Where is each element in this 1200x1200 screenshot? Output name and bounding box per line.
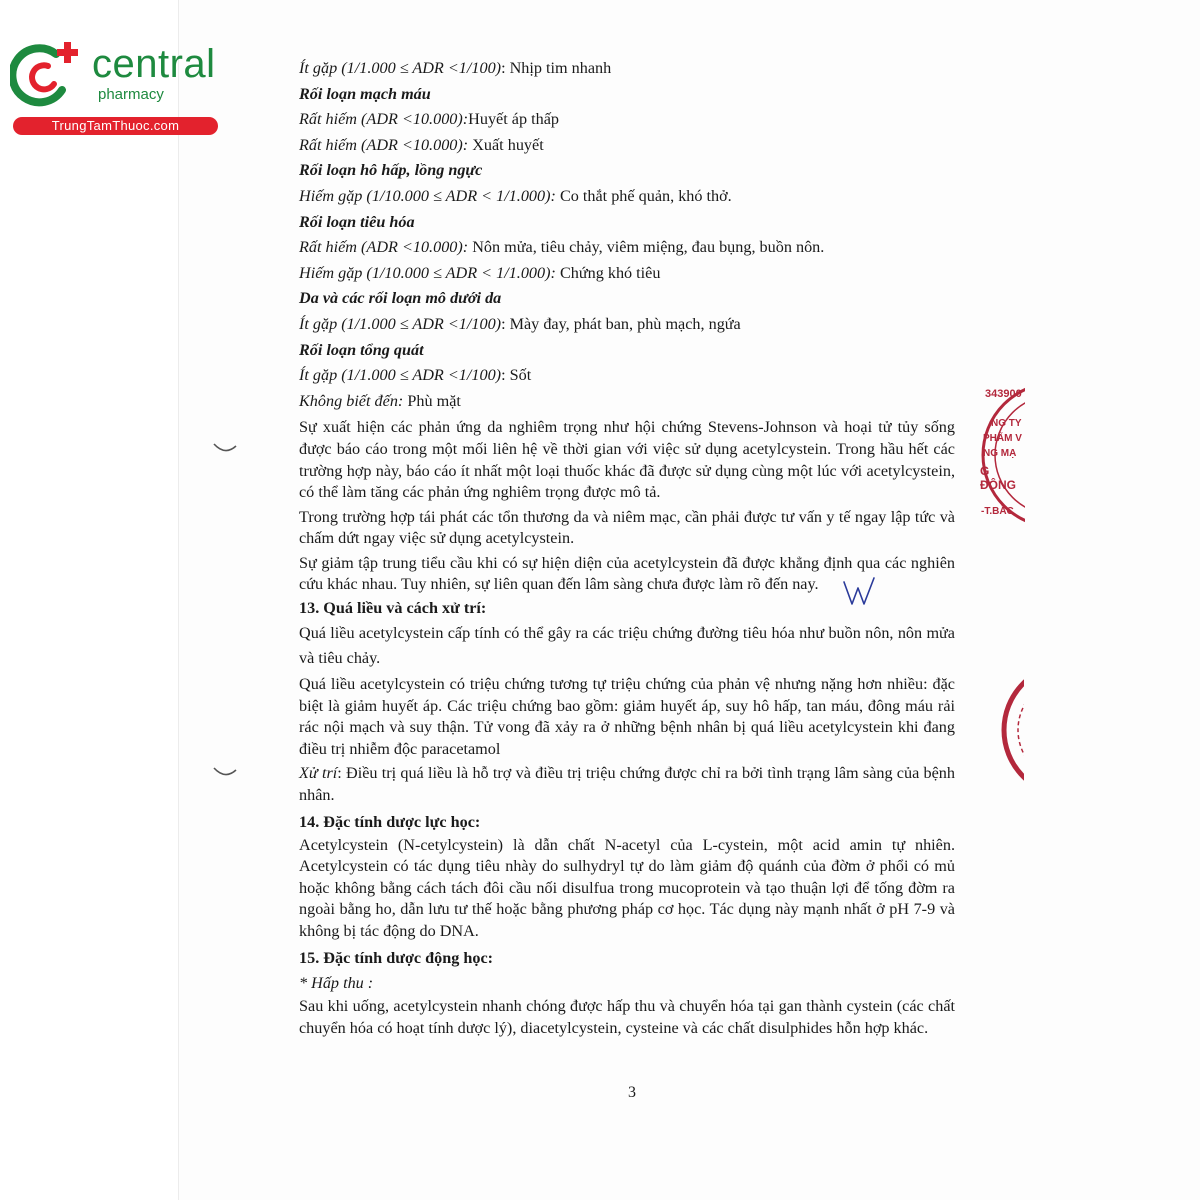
- paragraph: Sự xuất hiện các phản ứng da nghiêm trọng như hội chứng Stevens-Johnson và hoại tử tủy sống được báo cáo trong một mối liên hệ về thời gian với việc sử dụng acetylcystein. Trong hầu hết các trường hợp này, báo cáo ít nhất một loại thuốc khác đã được sử dụng cùng một lúc với acetylcystein, có thể làm tăng các phản ứng nghiêm trọng được mô tả.: [299, 418, 955, 502]
- logo-wordmark: central: [92, 42, 216, 86]
- adr-text: Huyết áp thấp: [468, 110, 559, 129]
- scan-margin: [0, 0, 178, 1200]
- document-body: [299, 56, 955, 1039]
- stamp-text: NG MẠ: [983, 448, 1017, 459]
- label-colon: :: [337, 764, 342, 783]
- seal-ring: [990, 660, 1024, 800]
- adr-line: [299, 389, 955, 415]
- pharmacy-cross-icon: [10, 40, 80, 110]
- stamp-text: PHẨM V: [983, 433, 1022, 444]
- adr-line: [299, 107, 955, 133]
- frequency-label: Ít gặp (1/1.000 ≤ ADR <1/100): [299, 366, 502, 385]
- stamp-text: 343900: [985, 388, 1022, 400]
- adr-line: [299, 133, 955, 159]
- logo-url-badge: TrungTamThuoc.com: [13, 117, 218, 135]
- adr-line: [299, 56, 955, 82]
- frequency-label: Rất hiếm (ADR <10.000):: [299, 110, 469, 129]
- adr-line: [299, 312, 955, 338]
- frequency-label: Không biết đến:: [299, 391, 404, 410]
- section-heading: Rối loạn tổng quát: [299, 340, 424, 359]
- section-13-title: 13. Quá liều và cách xử trí:: [299, 599, 487, 618]
- adr-text: Phù mặt: [403, 391, 461, 410]
- handwritten-initial: [840, 576, 880, 610]
- paragraph: Quá liều acetylcystein cấp tính có thể gây ra các triệu chứng đường tiêu hóa như buồn nôn, nôn mửa và tiêu chảy.: [299, 624, 955, 668]
- adr-line: [299, 261, 955, 287]
- frequency-label: Ít gặp (1/1.000 ≤ ADR <1/100): [299, 59, 502, 77]
- treatment-text: Điều trị quá liều là hỗ trợ và điều trị triệu chứng được chỉ ra bởi tình trạng lâm sàng của bệnh nhân.: [299, 764, 955, 805]
- frequency-label: Hiếm gặp (1/10.000 ≤ ADR < 1/1.000):: [299, 263, 556, 282]
- binding-mark: [212, 442, 238, 456]
- logo-subtitle: pharmacy: [98, 86, 164, 103]
- section-15-title: 15. Đặc tính dược động học:: [299, 948, 494, 967]
- frequency-label: Hiếm gặp (1/10.000 ≤ ADR < 1/1.000):: [299, 186, 556, 205]
- adr-text: Xuất huyết: [468, 135, 544, 154]
- stamp-text: NG TY: [991, 418, 1022, 429]
- adr-line: [299, 363, 955, 389]
- section-heading: Rối loạn mạch máu: [299, 84, 431, 103]
- seal-stamp: [990, 660, 1024, 800]
- stamp-text: G ĐÔNG: [980, 464, 1016, 492]
- adr-text: Co thắt phế quản, khó thở.: [555, 186, 732, 205]
- adr-text: Nhịp tim nhanh: [505, 59, 612, 77]
- frequency-label: Ít gặp (1/1.000 ≤ ADR <1/100): [299, 314, 502, 333]
- paragraph: Trong trường hợp tái phát các tổn thương da và niêm mạc, cần phải được tư vấn y tế ngay lập tức và chấm dứt ngay việc sử dụng acetylcystein.: [299, 507, 955, 548]
- adr-text: Sốt: [505, 366, 532, 385]
- paragraph: Sau khi uống, acetylcystein nhanh chóng được hấp thu và chuyển hóa tại gan thành cystein (các chất chuyển hóa có hoạt tính dược lý), diacetylcystein, cysteine và các chất disulphides hỗn hợp khác.: [299, 997, 955, 1037]
- company-stamp: [975, 380, 1025, 530]
- subsection-heading: * Hấp thu :: [299, 973, 374, 992]
- frequency-label: Rất hiếm (ADR <10.000):: [299, 238, 469, 257]
- page-number: 3: [628, 1084, 636, 1101]
- adr-line: [299, 184, 955, 210]
- section-heading: Rối loạn tiêu hóa: [299, 212, 415, 231]
- stamp-text: -T.BẮC: [981, 506, 1014, 517]
- central-pharmacy-logo: [10, 38, 215, 138]
- label-colon: :: [501, 59, 506, 77]
- binding-mark: [212, 766, 238, 780]
- label-colon: :: [501, 366, 506, 385]
- adr-text: Chứng khó tiêu: [555, 263, 661, 282]
- section-heading: Rối loạn hô hấp, lồng ngực: [299, 161, 483, 180]
- paragraph: [299, 763, 955, 806]
- label-colon: :: [501, 314, 506, 333]
- adr-text: Nôn mửa, tiêu chảy, viêm miệng, đau bụng, buồn nôn.: [468, 238, 825, 257]
- adr-line: [299, 235, 955, 261]
- paragraph: Acetylcystein (N-cetylcystein) là dẫn chất N-acetyl của L-cystein, một acid amin tự nhiên. Acetylcystein có tác dụng tiêu nhày do sulhydryl tự do làm giảm độ quánh của đờm ở phổi có mủ hoặc không bằng cách tách đôi cầu nối disulfua trong mucoprotein và tạo thuận lợi để tống đờm ra ngoài bằng ho, dẫn lưu tư thế hoặc bằng phương pháp cơ học. Tác dụng này mạnh nhất ở pH 7-9 và không bị tác động do DNA.: [299, 835, 955, 940]
- adr-text: Mày đay, phát ban, phù mạch, ngứa: [505, 314, 741, 333]
- paragraph: Quá liều acetylcystein có triệu chứng tương tự triệu chứng của phản vệ nhưng nặng hơn nhiều: đặc biệt là giảm huyết áp. Các triệu chứng bao gồm: giảm huyết áp, suy hô hấp, tan máu, đông máu rải rác nội mạch và suy thận. Tử vong đã xảy ra ở những bệnh nhân bị quá liều acetylcystein khi đang điều trị nhiễm độc paracetamol: [299, 675, 955, 758]
- treatment-label: Xử trí: [299, 764, 338, 783]
- section-heading: Da và các rối loạn mô dưới da: [299, 289, 502, 308]
- section-14-title: 14. Đặc tính dược lực học:: [299, 812, 481, 831]
- paragraph: Sự giảm tập trung tiểu cầu khi có sự hiện diện của acetylcystein đã được khẳng định qua các nghiên cứu khác nhau. Tuy nhiên, sự liên quan đến lâm sàng chưa được làm rõ đến nay.: [299, 553, 955, 594]
- frequency-label: Rất hiếm (ADR <10.000):: [299, 135, 469, 154]
